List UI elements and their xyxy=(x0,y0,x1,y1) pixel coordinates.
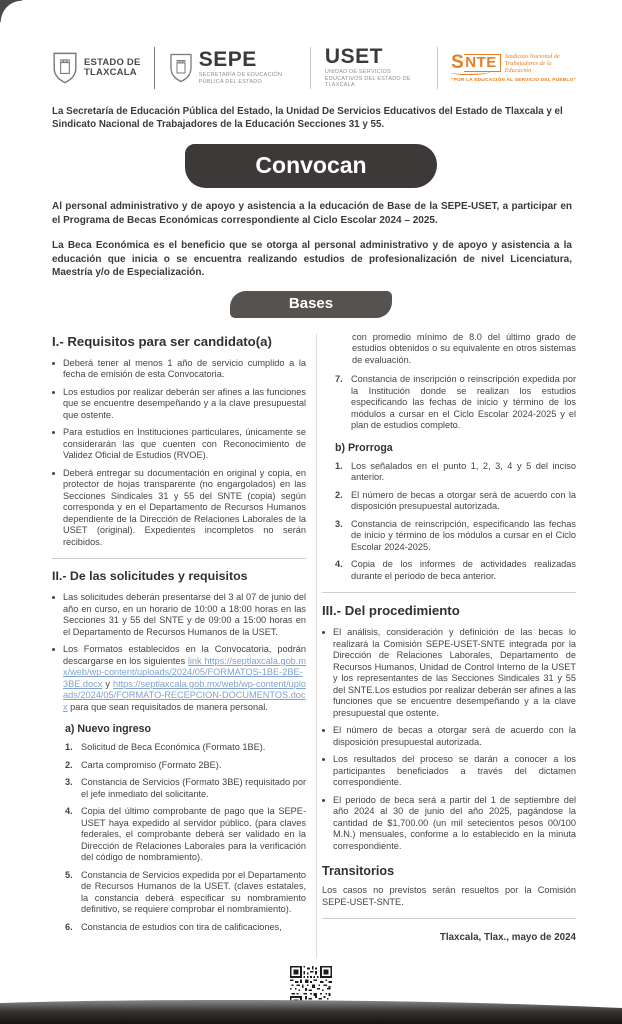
nuevo-ingreso-item: 1. Solicitud de Beca Económica (Formato 1BE). xyxy=(65,742,266,753)
prorroga-item: 1. Los señalados en el punto 1, 2, 3, 4 y 5 del inciso anterior. xyxy=(335,460,576,483)
procedimiento-item: El periodo de beca será a partir del 1 de septiembre del año 2024 al 30 de junio del año 2025, pagándose la cantidad de $1,700.00 (un mil setecientos pesos 00/100 M.N.) mensuales, conforme a lo establecido en la minuta correspondiente. xyxy=(322,795,576,853)
section-2-title: II.- De las solicitudes y requisitos xyxy=(52,569,248,584)
section-divider xyxy=(322,918,576,919)
prorroga-item: 4. Copia de los informes de actividades realizadas durante el periodo de beca anterior. xyxy=(335,559,576,581)
transitorios-title: Transitorios xyxy=(322,864,395,879)
intro-paragraph: La Secretaría de Educación Pública del Estado, la Unidad De Servicios Educativos del Estado de Tlaxcala y el Sindicato Nacional de Trabajadores de la Educación Secciones 31 y 55. xyxy=(52,106,563,130)
tlaxcala-shield-icon xyxy=(52,51,78,85)
formats-text-suffix: para que sean requisitados de manera personal. xyxy=(67,701,268,712)
nuevo-ingreso-item: 2. Carta compromiso (Formato 2BE). xyxy=(65,759,222,770)
solicitudes-item: Las solicitudes deberán presentarse del 3 al 07 de junio del año en curso, en un horario de 10:00 a 18:00 horas en las Secciones 31 y 55 del SNTE y de 09:00 a 15:00 horas en el Departamento de Recursos Humanos de la USET. xyxy=(52,592,306,638)
solicitudes-item-links xyxy=(52,644,306,713)
prorroga-item: 2. El número de becas a otorgar será de acuerdo con la disposición presupuestal autorizada. xyxy=(335,489,576,512)
procedimiento-item: El número de becas a otorgar será de acuerdo con la disposición presupuestal autorizada. xyxy=(322,725,576,748)
logo-uset-text xyxy=(325,47,423,89)
snte-tagline: "POR LA EDUCACIÓN AL SERVICIO DEL PUEBLO" xyxy=(451,78,576,83)
left-column xyxy=(52,330,306,958)
item-6-continuation: con promedio mínimo de 8.0 del último grado de estudios obtenidos o su equivalente en otros sistemas de evaluación. xyxy=(352,331,576,365)
bullet-icon xyxy=(322,758,325,761)
header-divider xyxy=(310,47,311,89)
subsection-b-title: b) Prorroga xyxy=(335,441,393,454)
snte-name: Sindicato Nacional de Trabajadores de la Educación xyxy=(504,53,560,74)
bullet-icon xyxy=(52,362,55,365)
transitorios-body: Los casos no previstos serán resueltos por la Comisión SEPE-USET-SNTE. xyxy=(322,885,576,907)
section-1-title: I.- Requisitos para ser candidato(a) xyxy=(52,333,272,349)
section-3-title: III.- Del procedimiento xyxy=(322,603,460,619)
lead-paragraph-2: La Beca Económica es el beneficio que se otorga al personal administrativo y de apoyo y asistencia a la educación que inicia o se encuentra realizando estudios de profesionalización de nivel Licenciatura, Maestría y/o de Especialización. xyxy=(52,240,572,279)
formats-download-link-2[interactable]: https://septlaxcala.gob.mx/web/wp-content/uploads/2024/05/FORMATO-RECEPCION-DOCUMENTOS.docx xyxy=(63,678,306,712)
uset-subtitle: UNIDAD DE SERVICIOS EDUCATIVOS DEL ESTADO DE TLAXCALA xyxy=(324,69,411,89)
logo-snte xyxy=(451,53,576,83)
right-column xyxy=(322,330,576,958)
sepe-acronym: SEPE xyxy=(198,48,257,72)
lead-paragraph-1: Al personal administrativo y de apoyo y asistencia a la educación de Base de la SEPE-USET, a participar en el Programa de Becas Económicas correspondiente al Ciclo Escolar 2024 – 2025. xyxy=(52,201,572,226)
bases-banner: Bases xyxy=(230,291,392,318)
bullet-icon xyxy=(52,391,55,394)
uset-acronym: USET xyxy=(324,45,383,69)
bullet-icon xyxy=(52,472,55,475)
dateline: Tlaxcala, Tlax., mayo de 2024 xyxy=(439,932,576,944)
two-column-body xyxy=(52,330,576,958)
nuevo-ingreso-item: 3. Constancia de Servicios (Formato 3BE) requisitado por el jefe inmediato del solicitante. xyxy=(65,777,306,799)
bullet-icon xyxy=(52,648,55,651)
bullet-icon xyxy=(322,799,325,802)
subsection-a-title: a) Nuevo ingreso xyxy=(65,723,151,736)
logo-uset xyxy=(325,47,423,89)
convocan-banner: Convocan xyxy=(185,144,437,188)
formats-text-middle: y xyxy=(102,678,113,689)
header-logos xyxy=(52,44,576,92)
bullet-icon xyxy=(322,729,325,732)
prorroga-item: 3. Constancia de reinscripción, especificando las fechas de inicio y término de los módulos a cursar en el Ciclo Escolar 2024-2025. xyxy=(335,518,576,552)
footer-band xyxy=(0,998,622,1024)
logo-estado-text: ESTADO DE TLAXCALA xyxy=(84,56,141,78)
bullet-icon xyxy=(52,431,55,434)
logo-sepe-text xyxy=(199,50,297,85)
nuevo-ingreso-item: 5. Constancia de Servicios expedida por el Departamento de Recursos Humanos de la USET. (claves estatales, la constancia deberá especificar su nombramiento definitivo, se requiere comprobar el nombramiento). xyxy=(65,869,306,915)
requirement-item: Para estudios en Instituciones particulares, únicamente se considerarán las que cuenten con Reconocimiento de Validez Oficial de Estudios (RVOE). xyxy=(52,427,306,462)
header-divider xyxy=(437,47,438,89)
bullet-icon xyxy=(52,596,55,599)
logo-estado-tlaxcala xyxy=(52,51,141,85)
procedimiento-item: Los resultados del proceso se darán a conocer a los participantes beneficiados a través del dictamen correspondiente. xyxy=(322,754,576,789)
section-divider xyxy=(322,592,576,593)
formats-text-prefix: Los Formatos establecidos en la Convocatoria, podrán descargarse en los siguientes xyxy=(63,644,306,666)
sepe-shield-icon xyxy=(169,52,193,84)
nuevo-ingreso-item: 6. Constancia de estudios con tira de calificaciones, xyxy=(65,921,282,932)
page-corner-decoration xyxy=(0,0,22,22)
nuevo-ingreso-item-7: 7. Constancia de inscripción o reinscripción expedida por la Institución donde se realizan los estudios especificando las fechas de inicio y término de los módulos a cursar en el Ciclo Escolar 2024-2025 y el plan de estudios completo. xyxy=(335,374,576,431)
requirement-item: Deberá entregar su documentación en original y copia, en protector de hojas transparente (no engargolados) en las Secciones Sindicales 31 y 55 del SNTE (copia) según corresponda y en el Departamento de Recursos Humanos dependiente de la Dirección de Relaciones Laborales de la USET (original). Expedientes incompletos no serán recibidos. xyxy=(52,468,306,549)
sepe-subtitle: SECRETARÍA DE EDUCACIÓN PÚBLICA DEL ESTADO xyxy=(198,72,283,85)
header-divider xyxy=(154,47,155,89)
logo-sepe xyxy=(169,50,297,85)
column-divider xyxy=(316,334,317,958)
nuevo-ingreso-item: 4. Copia del último comprobante de pago que la SEPE-USET haya expedido al servidor público. (para claves federales, el comprobante deberá ser validado en la Dirección de Relaciones Laborales para la verificación del código de nombramiento). xyxy=(65,806,306,863)
procedimiento-item: El análisis, consideración y definición de las becas lo realizará la Comisión SEPE-USET-SNTE integrada por la Dirección de Relaciones Laborales, Departamento de Recursos Humanos, Unidad de Control Interno de la USET y los representantes de las Secciones Sindicales 31 y 55 del SNTE.Los estudios por realizar deberán ser afines a las funciones que se encuentre desempeñando y a la clave presupuestal que ostente. xyxy=(322,627,576,719)
snte-wordmark: S NTE xyxy=(451,53,501,75)
requirement-item: Deberá tener al menos 1 año de servicio cumplido a la fecha de emisión de esta Convocatoria. xyxy=(52,358,306,381)
formats-download-link-1[interactable]: link https://septlaxcala.gob.mx/web/wp-content/uploads/2024/05/FORMATOS-1BE-2BE-3BE.docx xyxy=(63,655,306,689)
section-divider xyxy=(52,558,306,559)
requirement-item: Los estudios por realizar deberán ser afines a las funciones que se encuentre desempeñando y a la clave presupuestal que ostente. xyxy=(52,387,306,422)
bullet-icon xyxy=(322,631,325,634)
